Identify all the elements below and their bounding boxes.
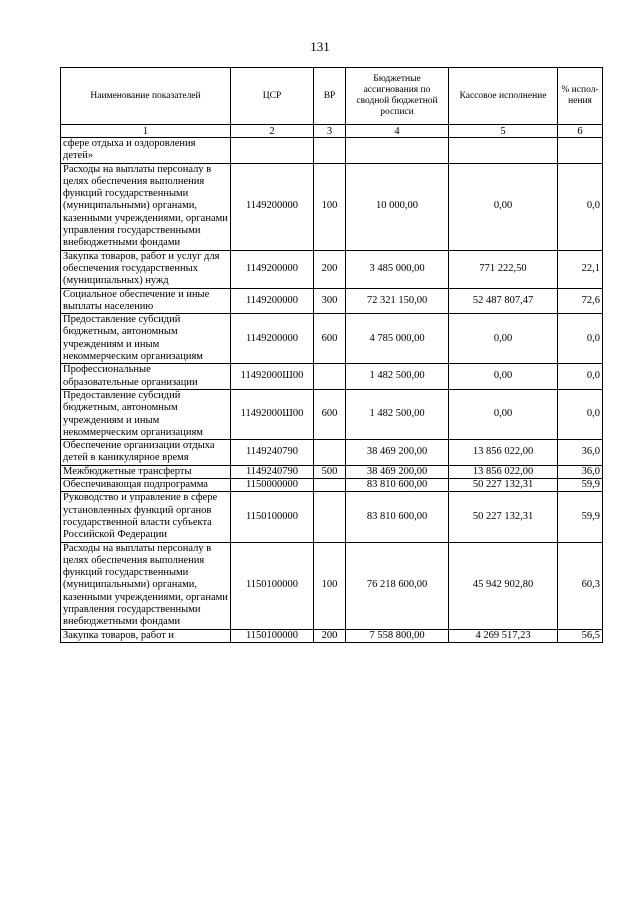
row-name: Предоставление субсидий бюджетным, автономным учреждениям и иным некоммерческим организациям xyxy=(61,314,231,364)
row-vr: 300 xyxy=(314,288,346,314)
row-csr: 11492000Ш00 xyxy=(231,364,314,390)
row-percent: 72,6 xyxy=(558,288,603,314)
column-number: 6 xyxy=(558,125,603,138)
header-allocations: Бюджетные ассигнования по сводной бюджетной росписи xyxy=(346,68,449,125)
row-percent: 0,0 xyxy=(558,364,603,390)
table-row xyxy=(61,542,603,629)
header-vr: ВР xyxy=(314,68,346,125)
row-percent: 56,5 xyxy=(558,629,603,642)
table-header-row xyxy=(61,68,603,125)
row-percent: 59,9 xyxy=(558,492,603,542)
header-execution-percent: % испол-нения xyxy=(558,68,603,125)
row-allocation: 1 482 500,00 xyxy=(346,364,449,390)
column-number: 3 xyxy=(314,125,346,138)
row-csr: 11492000Ш00 xyxy=(231,389,314,439)
table-row xyxy=(61,492,603,542)
row-execution: 4 269 517,23 xyxy=(449,629,558,642)
row-allocation: 76 218 600,00 xyxy=(346,542,449,629)
row-execution: 0,00 xyxy=(449,364,558,390)
row-vr: 600 xyxy=(314,389,346,439)
row-percent: 59,9 xyxy=(558,479,603,492)
row-name: Обеспечивающая подпрограмма xyxy=(61,479,231,492)
row-vr: 600 xyxy=(314,314,346,364)
table-row xyxy=(61,629,603,642)
row-percent xyxy=(558,138,603,164)
row-csr: 1149240790 xyxy=(231,465,314,478)
row-csr: 1149200000 xyxy=(231,288,314,314)
row-execution: 0,00 xyxy=(449,389,558,439)
row-execution: 52 487 807,47 xyxy=(449,288,558,314)
row-csr xyxy=(231,138,314,164)
column-number: 4 xyxy=(346,125,449,138)
row-execution: 45 942 902,80 xyxy=(449,542,558,629)
table-row xyxy=(61,314,603,364)
row-vr xyxy=(314,138,346,164)
row-execution: 50 227 132,31 xyxy=(449,479,558,492)
page-number: 131 xyxy=(310,39,330,54)
row-execution: 0,00 xyxy=(449,314,558,364)
header-name: Наименование показателей xyxy=(61,68,231,125)
row-name: Обеспечение организации отдыха детей в каникулярное время xyxy=(61,440,231,466)
row-name: Руководство и управление в сфере установленных функций органов государственной власти субъекта Российской Федерации xyxy=(61,492,231,542)
row-name: сфере отдыха и оздоровления детей» xyxy=(61,138,231,164)
row-allocation: 1 482 500,00 xyxy=(346,389,449,439)
table-row xyxy=(61,479,603,492)
table-row xyxy=(61,163,603,250)
row-allocation: 83 810 600,00 xyxy=(346,492,449,542)
row-execution: 771 222,50 xyxy=(449,250,558,288)
row-vr xyxy=(314,479,346,492)
row-csr: 1149200000 xyxy=(231,314,314,364)
row-allocation xyxy=(346,138,449,164)
table-row xyxy=(61,389,603,439)
column-number: 2 xyxy=(231,125,314,138)
row-vr: 500 xyxy=(314,465,346,478)
row-vr: 200 xyxy=(314,629,346,642)
table-row xyxy=(61,364,603,390)
budget-execution-table xyxy=(60,67,603,643)
column-number-row xyxy=(61,125,603,138)
header-cash-execution: Кассовое исполнение xyxy=(449,68,558,125)
row-name: Межбюджетные трансферты xyxy=(61,465,231,478)
row-vr: 200 xyxy=(314,250,346,288)
row-csr: 1149240790 xyxy=(231,440,314,466)
table-row xyxy=(61,250,603,288)
row-allocation: 38 469 200,00 xyxy=(346,440,449,466)
row-percent: 0,0 xyxy=(558,389,603,439)
header-csr: ЦСР xyxy=(231,68,314,125)
row-execution: 0,00 xyxy=(449,163,558,250)
row-execution xyxy=(449,138,558,164)
row-vr: 100 xyxy=(314,542,346,629)
row-execution: 13 856 022,00 xyxy=(449,465,558,478)
row-percent: 0,0 xyxy=(558,314,603,364)
column-number: 1 xyxy=(61,125,231,138)
row-vr xyxy=(314,492,346,542)
row-allocation: 10 000,00 xyxy=(346,163,449,250)
row-percent: 0,0 xyxy=(558,163,603,250)
row-allocation: 83 810 600,00 xyxy=(346,479,449,492)
row-name: Предоставление субсидий бюджетным, автономным учреждениям и иным некоммерческим организациям xyxy=(61,389,231,439)
row-csr: 1150100000 xyxy=(231,492,314,542)
table-row xyxy=(61,138,603,164)
row-percent: 36,0 xyxy=(558,465,603,478)
row-name: Закупка товаров, работ и xyxy=(61,629,231,642)
row-vr xyxy=(314,364,346,390)
row-execution: 13 856 022,00 xyxy=(449,440,558,466)
table-row xyxy=(61,465,603,478)
row-csr: 1150100000 xyxy=(231,629,314,642)
row-allocation: 38 469 200,00 xyxy=(346,465,449,478)
row-percent: 22,1 xyxy=(558,250,603,288)
row-vr: 100 xyxy=(314,163,346,250)
table-row xyxy=(61,440,603,466)
row-allocation: 7 558 800,00 xyxy=(346,629,449,642)
row-name: Профессиональные образовательные организации xyxy=(61,364,231,390)
row-allocation: 72 321 150,00 xyxy=(346,288,449,314)
row-allocation: 3 485 000,00 xyxy=(346,250,449,288)
row-csr: 1149200000 xyxy=(231,250,314,288)
row-percent: 36,0 xyxy=(558,440,603,466)
row-vr xyxy=(314,440,346,466)
row-csr: 1150100000 xyxy=(231,542,314,629)
row-name: Закупка товаров, работ и услуг для обеспечения государственных (муниципальных) нужд xyxy=(61,250,231,288)
row-allocation: 4 785 000,00 xyxy=(346,314,449,364)
row-execution: 50 227 132,31 xyxy=(449,492,558,542)
row-name: Расходы на выплаты персоналу в целях обеспечения выполнения функций государственными (муниципальными) органами, казенными учреждениями, органами управления государственными внебюджетными фондами xyxy=(61,542,231,629)
row-name: Социальное обеспечение и иные выплаты населению xyxy=(61,288,231,314)
row-csr: 1149200000 xyxy=(231,163,314,250)
table-row xyxy=(61,288,603,314)
row-percent: 60,3 xyxy=(558,542,603,629)
column-number: 5 xyxy=(449,125,558,138)
row-name: Расходы на выплаты персоналу в целях обеспечения выполнения функций государственными (муниципальными) органами, казенными учреждениями, органами управления государственными внебюджетными фондами xyxy=(61,163,231,250)
row-csr: 1150000000 xyxy=(231,479,314,492)
